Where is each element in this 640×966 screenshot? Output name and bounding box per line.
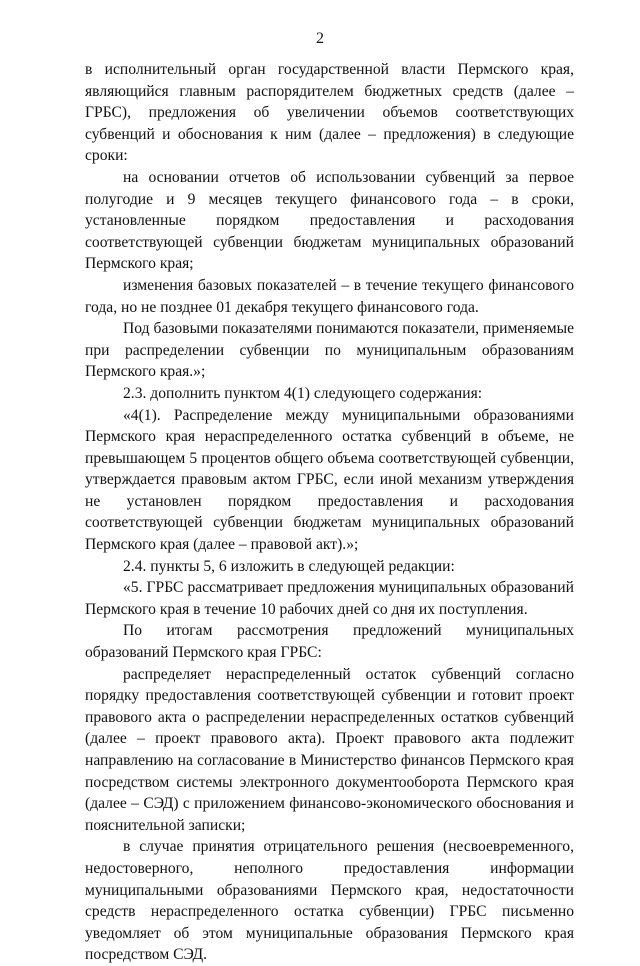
paragraph: на основании отчетов об использовании субвенций за первое полугодие и 9 месяцев текущего финансового года – в сроки, установленные порядком предоставления и расходования соответствующей субвенции бюджетам муниципальных образований Пермского края; bbox=[85, 168, 574, 273]
paragraph: в случае принятия отрицательного решения (несвоевременного, недостоверного, неполного предоставления информации муниципальными образованиями Пермского края, недостаточности средств нераспределенного остатка субвенции) ГРБС письменно уведомляет об этом муниципальные образования Пермского края посредством СЭД. bbox=[85, 838, 574, 964]
paragraph: изменения базовых показателей – в течение текущего финансового года, но не позднее 01 декабря текущего финансового года. bbox=[85, 276, 574, 316]
paragraph: «4(1). Распределение между муниципальными образованиями Пермского края нераспределенного остатка субвенций в объеме, не превышающем 5 процентов общего объема соответствующей субвенции, утверждается правовым актом ГРБС, если иной механизм утверждения не установлен порядком предоставления и расходования соответствующей субвенции бюджетам муниципальных образований Пермского края (далее – правовой акт).»; bbox=[85, 406, 574, 554]
paragraph: в исполнительный орган государственной власти Пермского края, являющийся главным распорядителем бюджетных средств (далее – ГРБС), предложения об увеличении объемов соответствующих субвенций и обоснования к ним (далее – предложения) в следующие сроки: bbox=[85, 61, 574, 165]
paragraph: По итогам рассмотрения предложений муниципальных образований Пермского края ГРБС: bbox=[85, 622, 574, 662]
paragraph: Под базовыми показателями понимаются показатели, применяемые при распределении субвенции по муниципальным образованиям Пермского края.»; bbox=[85, 320, 574, 381]
paragraph: 2.3. дополнить пунктом 4(1) следующего содержания: bbox=[123, 384, 483, 402]
document-body bbox=[85, 59, 574, 966]
page-number: 2 bbox=[316, 30, 324, 47]
paragraph: 2.4. пункты 5, 6 изложить в следующей редакции: bbox=[123, 557, 455, 575]
paragraph: «5. ГРБС рассматривает предложения муниципальных образований Пермского края в течение 10 рабочих дней со дня их поступления. bbox=[85, 579, 574, 618]
paragraph: распределяет нераспределенный остаток субвенций согласно порядку предоставления соответствующей субвенции и готовит проект правового акта о распределении нераспределенных остатков субвенций (далее – проект правового акта). Проект правового акта подлежит направлению на согласование в Министерство финансов Пермского края посредством системы электронного документооборота Пермского края (далее – СЭД) с приложением финансово-экономического обоснования и пояснительной записки; bbox=[85, 665, 574, 834]
